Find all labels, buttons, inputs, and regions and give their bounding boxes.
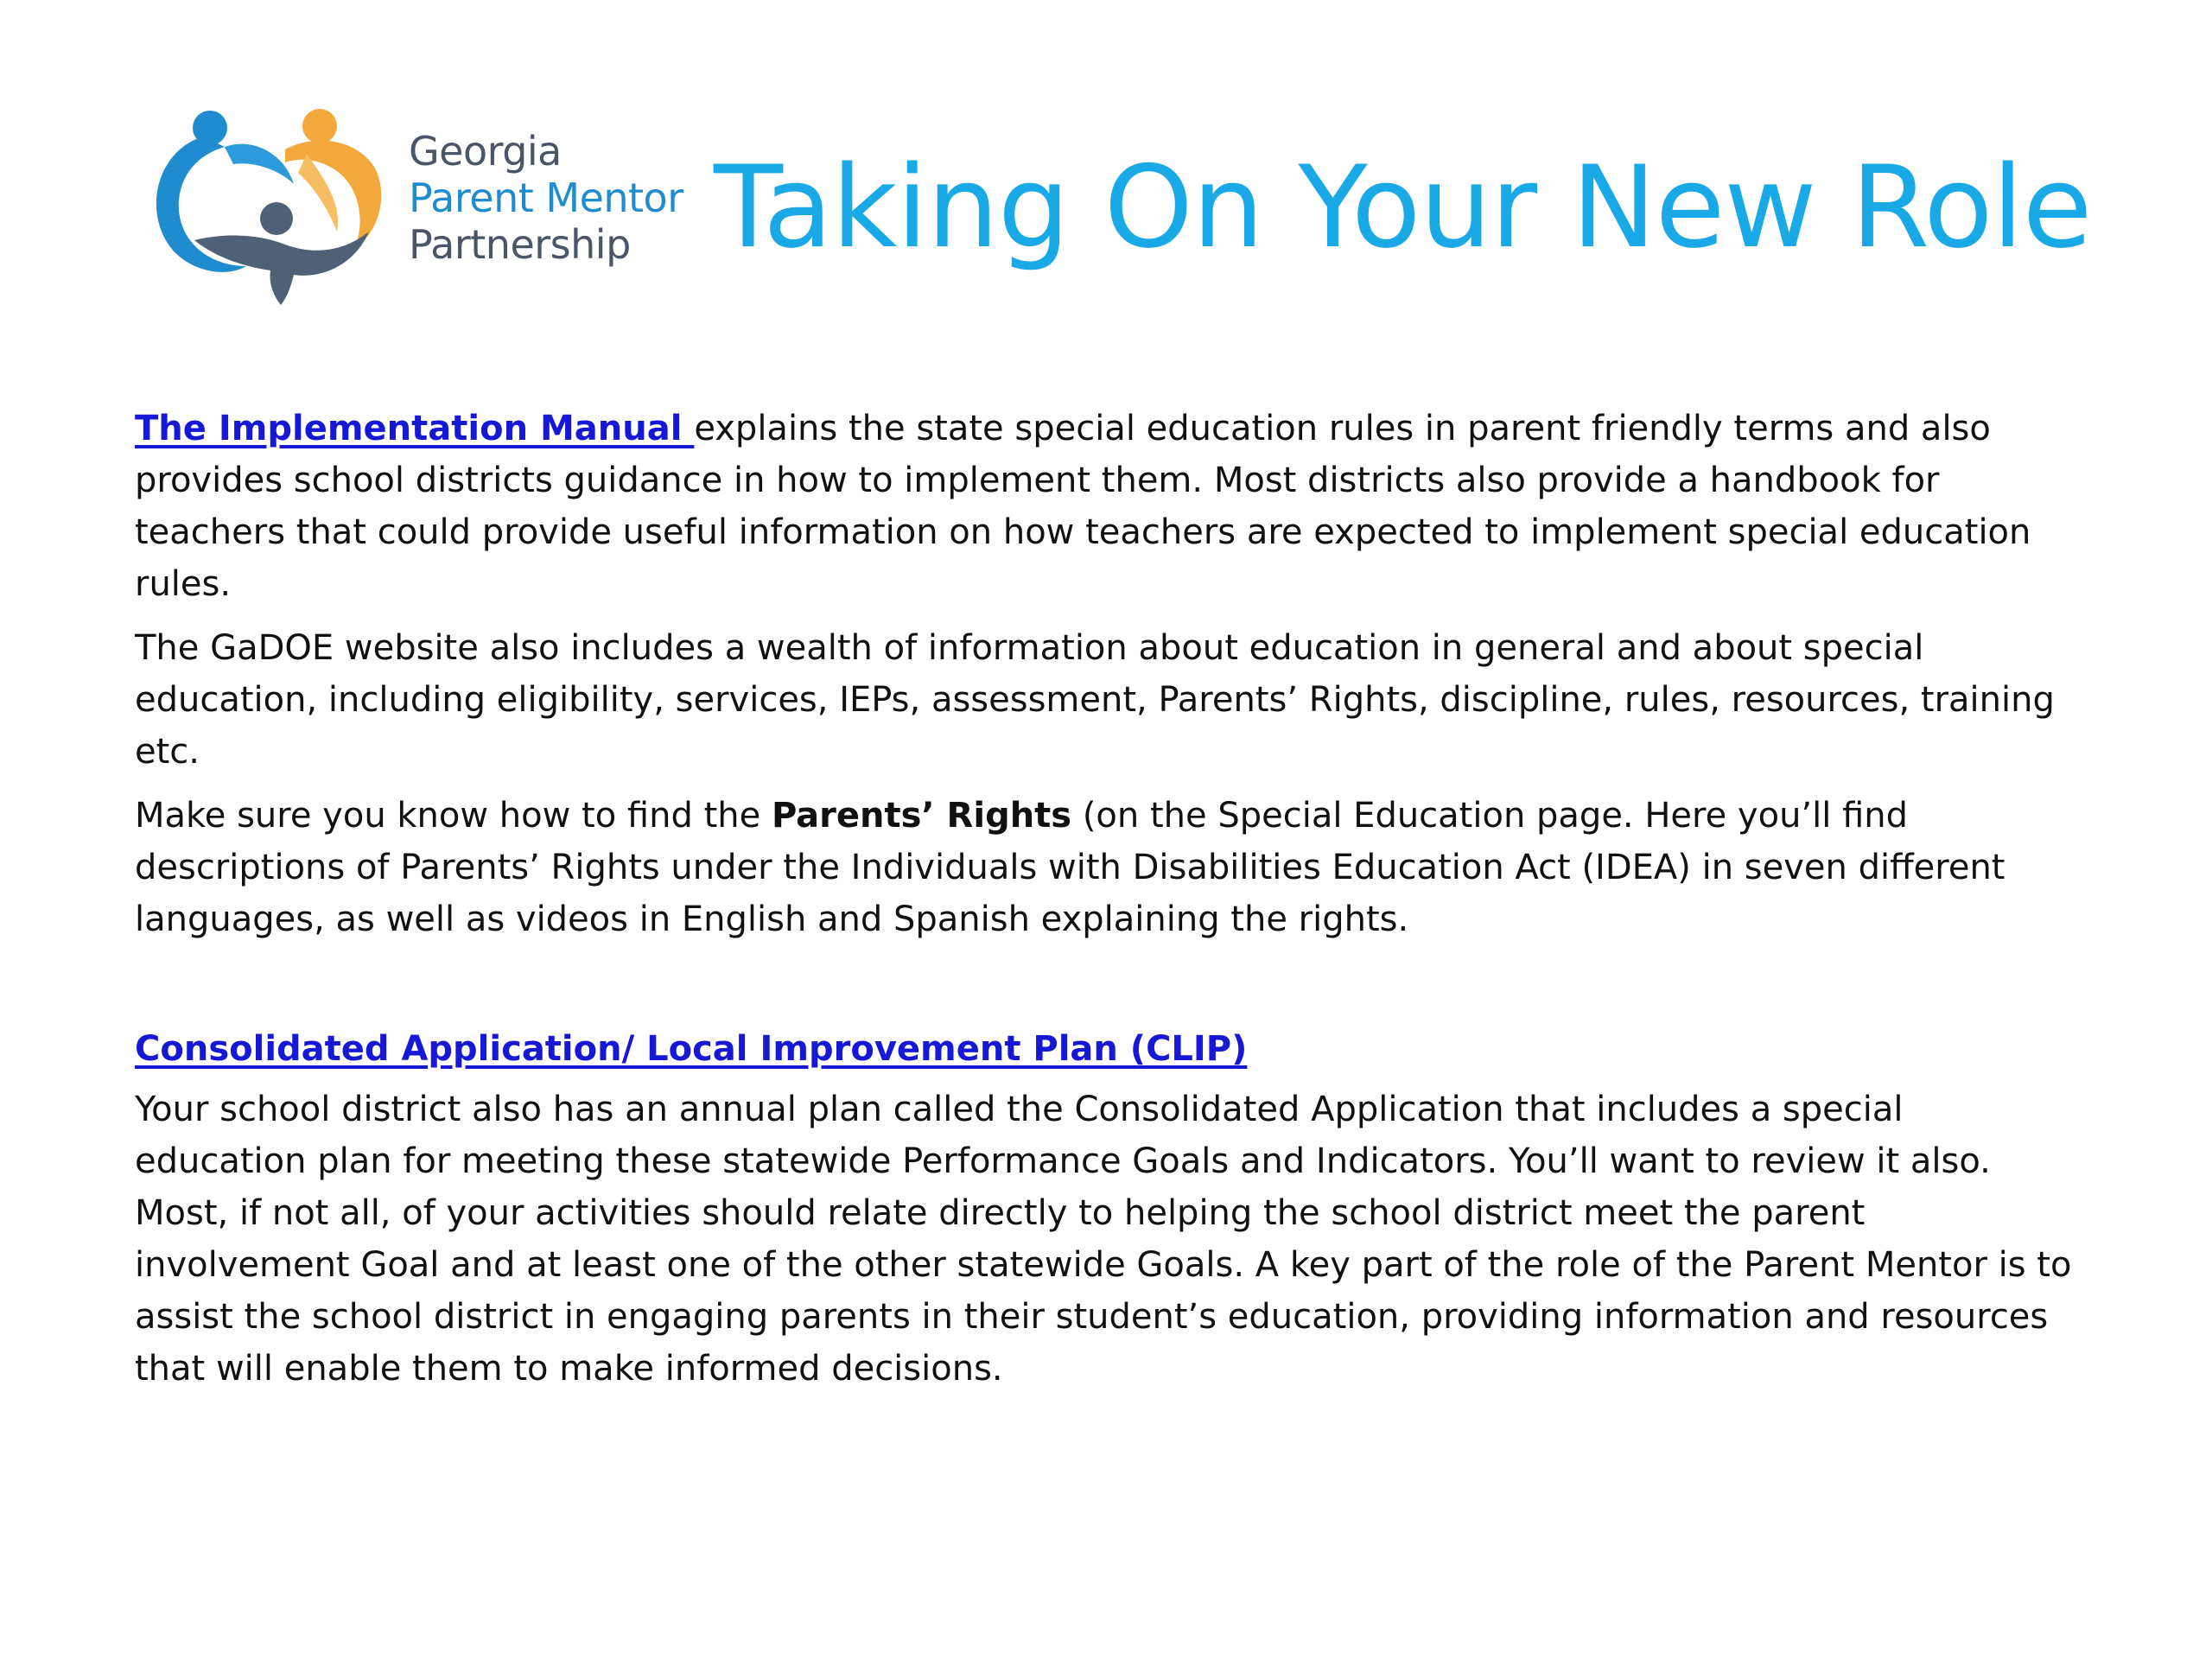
paragraph-gadoe-website: The GaDOE website also includes a wealth of information about education in general and about special education, including eligibility, services, IEPs, assessment, Parents’ Rights, discipline, rules, resources, training etc. bbox=[135, 628, 2055, 772]
logo-line-3: Partnership bbox=[409, 221, 631, 268]
people-circle-icon bbox=[143, 102, 393, 309]
paragraph-implementation-manual bbox=[135, 403, 2079, 610]
logo-wordmark bbox=[409, 128, 702, 268]
slide-title: Taking On Your New Role bbox=[714, 141, 2092, 273]
implementation-manual-link[interactable]: The Implementation Manual bbox=[135, 409, 695, 448]
clip-link[interactable]: Consolidated Application/ Local Improvement Plan (CLIP) bbox=[135, 1029, 1248, 1069]
clip-heading bbox=[135, 1023, 2079, 1075]
paragraph-consolidated-application: Your school district also has an annual plan called the Consolidated Application that includes a special education plan for meeting these statewide Performance Goals and Indicators. You’ll want to review it also. Most, if not all, of your activities should relate directly to helping the school district meet the parent involvement Goal and at least one of the other statewide Goals. A key part of the role of the Parent Mentor is to assist the school district in engaging parents in their student’s education, providing information and resources that will enable them to make informed decisions. bbox=[135, 1090, 2072, 1389]
parents-rights-emphasis: Parents’ Rights bbox=[771, 796, 1072, 836]
paragraph-parents-rights bbox=[135, 790, 2079, 945]
slide-body bbox=[135, 403, 2079, 1407]
organization-logo bbox=[143, 102, 696, 309]
logo-line-1: Georgia bbox=[409, 128, 562, 175]
paragraph-text: explains the state special education rules in parent friendly terms and also provides school districts guidance in how to implement them. Most districts also provide a handbook for teachers that could provide useful information on how teachers are expected to implement special education rules. bbox=[135, 409, 2031, 604]
paragraph-text: Make sure you know how to find the bbox=[135, 796, 772, 836]
section-spacer bbox=[135, 957, 2079, 1023]
paragraph-text: (on the Special Education page. Here you’ll find descriptions of Parents’ Rights under the Individuals with Disabilities Education Act (IDEA) in seven different languages, as well as videos in English and Spanish explaining the rights. bbox=[135, 796, 2005, 939]
logo-line-2: Parent Mentor bbox=[409, 175, 683, 221]
